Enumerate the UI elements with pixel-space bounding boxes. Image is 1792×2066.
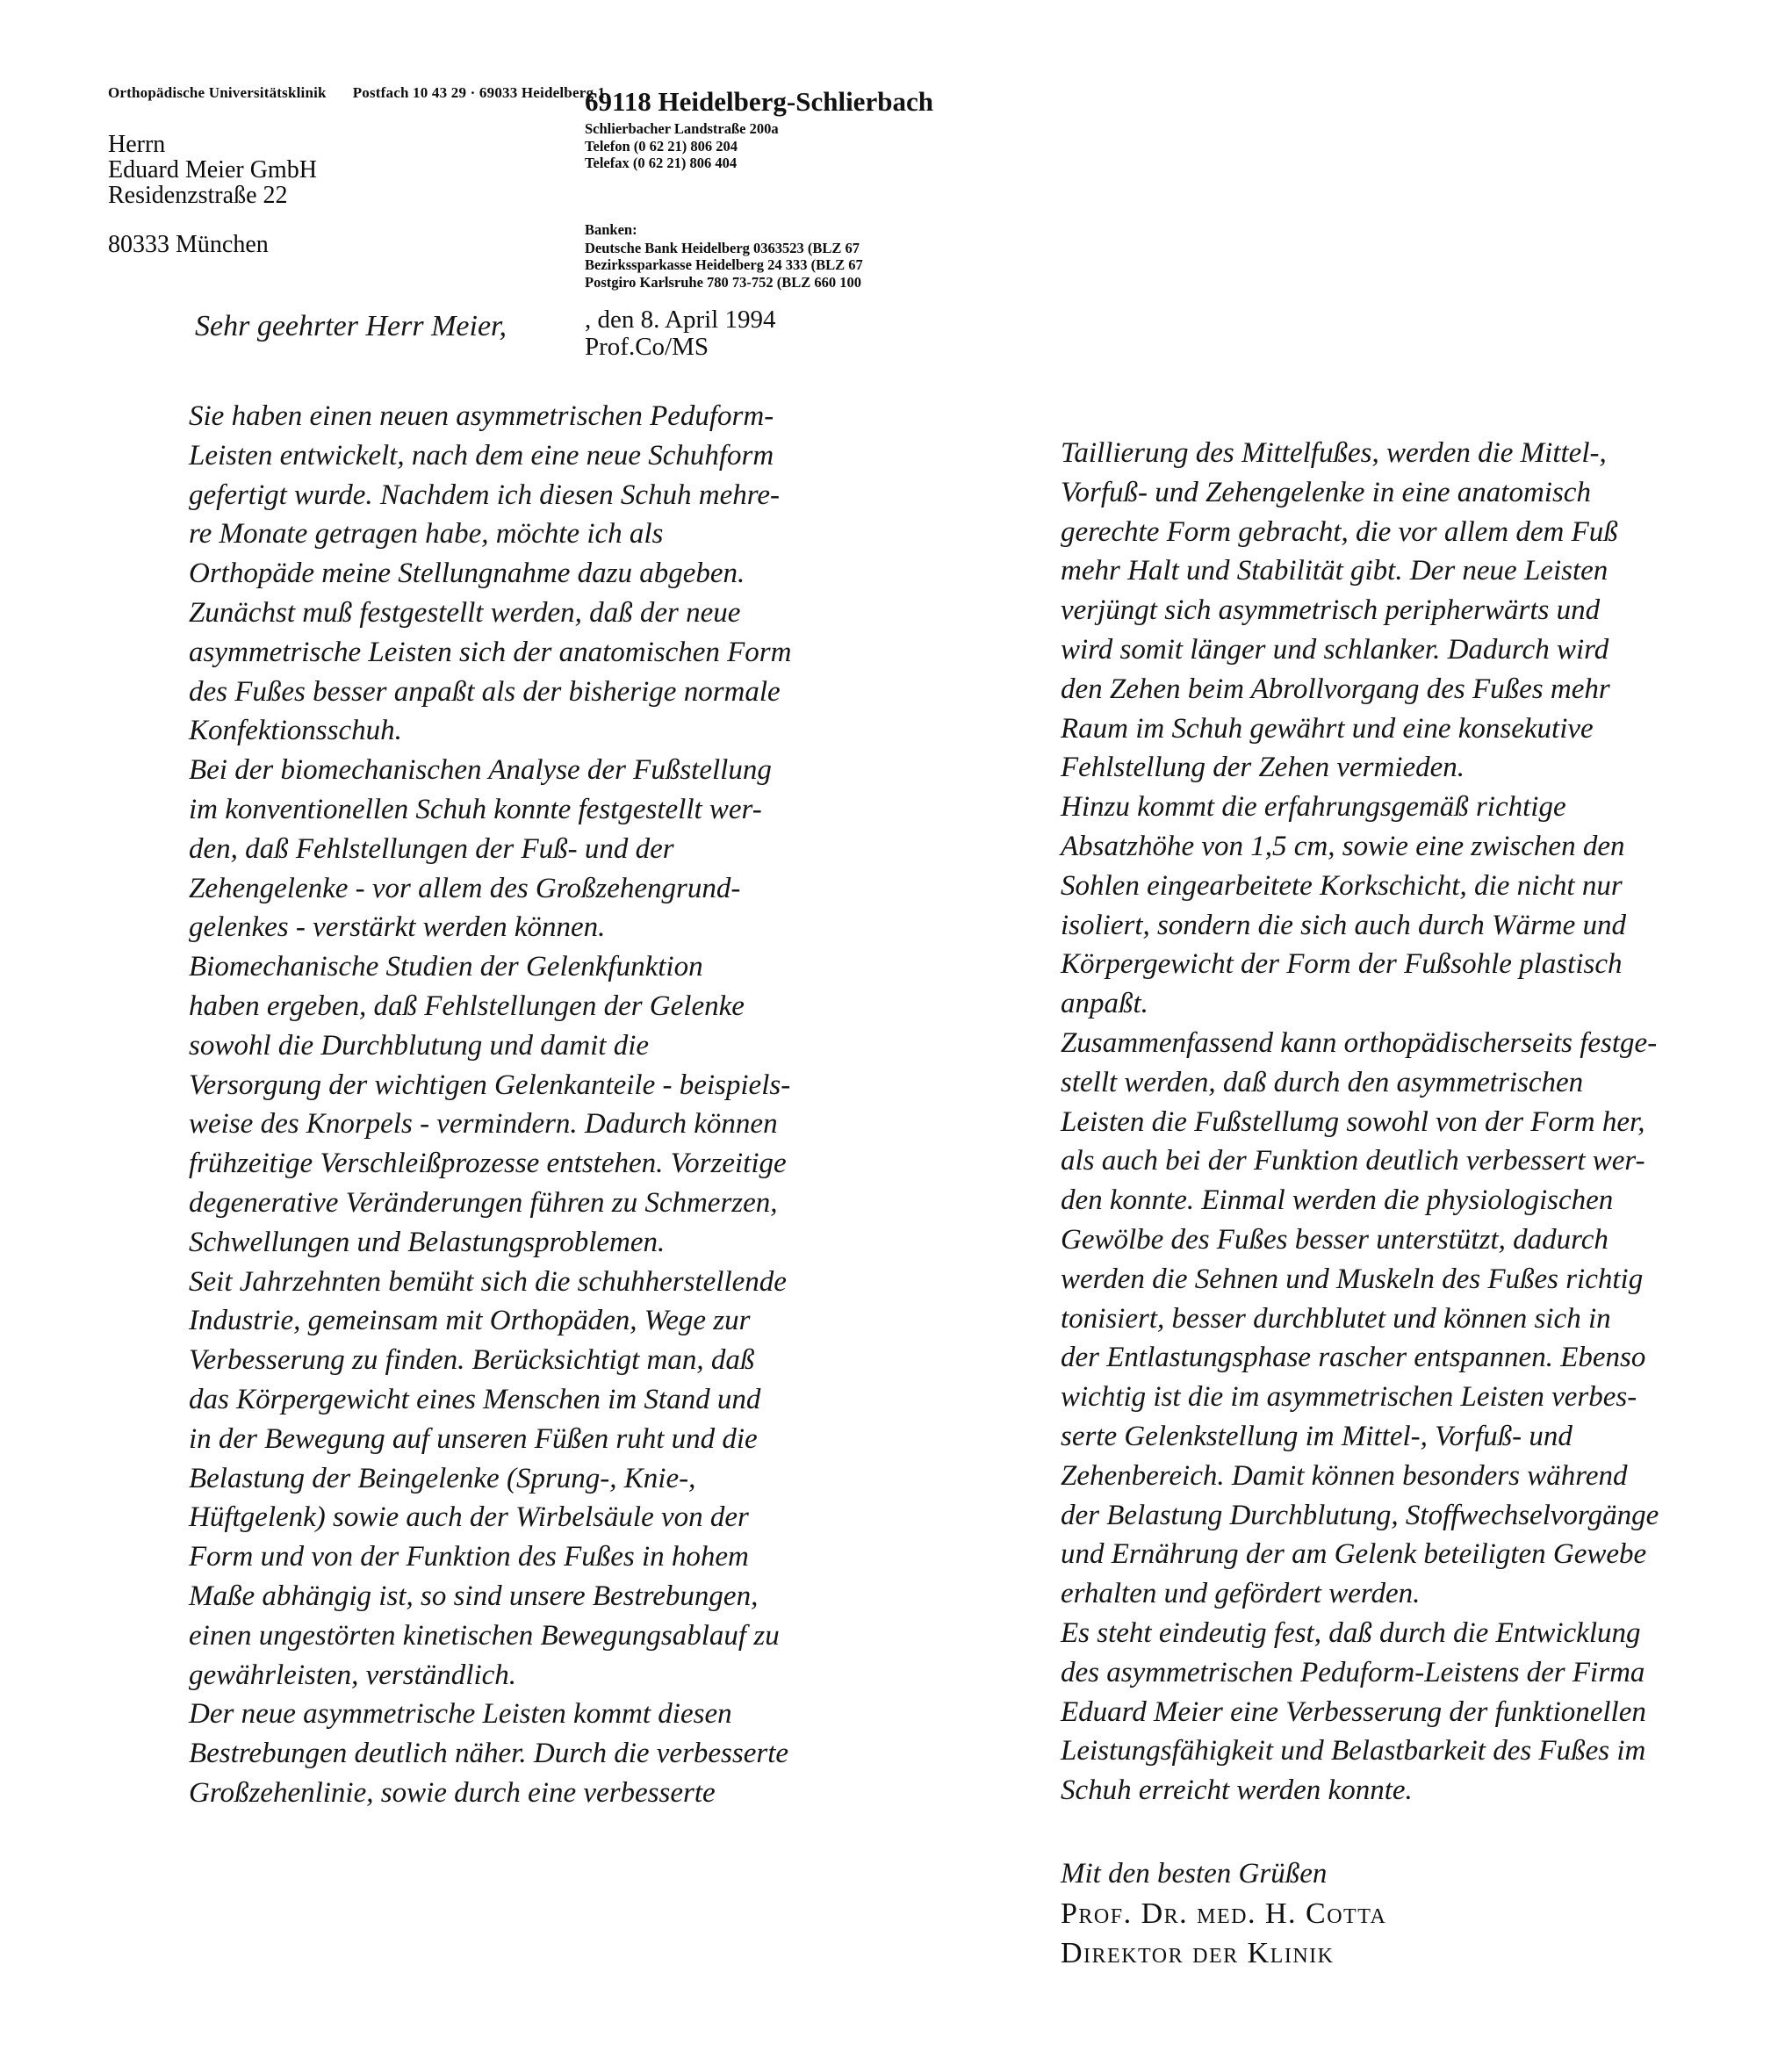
signature-block: [1061, 1854, 1386, 1973]
text-line: mehr Halt und Stabilität gibt. Der neue Leisten: [1061, 555, 1608, 587]
text-line: Absatzhöhe von 1,5 cm, sowie eine zwischen den: [1061, 830, 1625, 862]
text-line: wichtig ist die im asymmetrischen Leisten verbes-: [1061, 1381, 1637, 1414]
text-line: der Entlastungsphase rascher entspannen. Ebenso: [1061, 1342, 1646, 1374]
text-line: gerechte Form gebracht, die vor allem dem Fuß: [1061, 515, 1618, 548]
recipient-address: [108, 132, 317, 257]
text-line: Vorfuß- und Zehengelenke in eine anatomisch: [1061, 476, 1591, 508]
body-column-right: [1061, 434, 1728, 1810]
recipient-lines: [108, 132, 317, 208]
text-line: Seit Jahrzehnten bemüht sich die schuhherstellende: [189, 1265, 787, 1298]
text-line: gewährleisten, verständlich.: [189, 1659, 517, 1691]
clinic-address-block: [585, 87, 933, 172]
text-line: und Ernährung der am Gelenk beteiligten Gewebe: [1061, 1538, 1647, 1571]
text-line: tonisiert, besser durchblutet und können sich in: [1061, 1302, 1611, 1335]
text-line: Leisten entwickelt, nach dem eine neue Schuhform: [189, 439, 774, 472]
text-line: Schuh erreicht werden konnte.: [1061, 1774, 1413, 1807]
text-line: Konfektionsschuh.: [189, 715, 402, 747]
date-reference-block: [585, 306, 776, 361]
text-line: isoliert, sondern die sich auch durch Wärme und: [1061, 909, 1627, 941]
text-line: Leistungsfähigkeit und Belastbarkeit des Fußes im: [1061, 1735, 1646, 1767]
text-line: Herrn: [108, 131, 166, 158]
text-line: als auch bei der Funktion deutlich verbessert wer-: [1061, 1145, 1645, 1177]
text-line: Taillierung des Mittelfußes, werden die Mittel-,: [1061, 437, 1607, 469]
text-line: wird somit länger und schlanker. Dadurch wird: [1061, 633, 1609, 666]
text-line: Großzehenlinie, sowie durch eine verbesserte: [189, 1776, 716, 1809]
text-line: Fehlstellung der Zehen vermieden.: [1061, 752, 1465, 784]
text-line: Hinzu kommt die erfahrungsgemäß richtige: [1061, 791, 1566, 824]
text-line: der Belastung Durchblutung, Stoffwechselvorgänge: [1061, 1499, 1659, 1531]
text-line: Raum im Schuh gewährt und eine konsekutive: [1061, 712, 1594, 745]
sender-clinic-name: Orthopädische Universitätsklinik: [108, 84, 327, 101]
clinic-contact-lines: [585, 120, 933, 172]
text-line: anpaßt.: [1061, 988, 1148, 1020]
text-line: Bezirkssparkasse Heidelberg 24 333 (BLZ 67: [585, 256, 863, 273]
text-line: Sohlen eingearbeitete Korkschicht, die nicht nur: [1061, 869, 1623, 902]
text-line: Eduard Meier eine Verbesserung der funktionellen: [1061, 1695, 1646, 1728]
text-line: Residenzstraße 22: [108, 182, 288, 209]
text-line: Zusammenfassend kann orthopädischerseits festge-: [1061, 1026, 1658, 1059]
text-line: Verbesserung zu finden. Berücksichtigt man, daß: [189, 1344, 755, 1377]
text-line: den, daß Fehlstellungen der Fuß- und der: [189, 832, 674, 865]
text-line: Belastung der Beingelenke (Sprung-, Knie-,: [189, 1462, 696, 1494]
text-line: Telefon (0 62 21) 806 204: [585, 137, 738, 155]
text-line: das Körpergewicht eines Menschen im Stand und: [189, 1383, 761, 1415]
text-line: gefertigt wurde. Nachdem ich diesen Schuh mehre-: [189, 479, 780, 511]
text-line: gelenkes - verstärkt werden können.: [189, 911, 606, 944]
salutation: Sehr geehrter Herr Meier,: [195, 310, 507, 342]
text-line: Der neue asymmetrische Leisten kommt diesen: [189, 1698, 732, 1731]
text-line: Form und von der Funktion des Fußes in hohem: [189, 1541, 749, 1573]
text-line: Zunächst muß festgestellt werden, daß der neue: [189, 596, 741, 629]
clinic-city: 69118 Heidelberg-Schlierbach: [585, 86, 933, 117]
text-line: Schlierbacher Landstraße 200a: [585, 120, 779, 137]
signer-title: Direktor der Klinik: [1061, 1937, 1335, 1969]
text-line: re Monate getragen habe, möchte ich als: [189, 518, 664, 551]
text-line: des asymmetrischen Peduform-Leistens der Firma: [1061, 1656, 1645, 1688]
signer-name: Prof. Dr. med. H. Cotta: [1061, 1897, 1387, 1930]
text-line: Biomechanische Studien der Gelenkfunktion: [189, 951, 703, 983]
sender-postfach: Postfach 10 43 29 · 69033 Heidelberg 1: [352, 84, 606, 101]
recipient-city: 80333 München: [108, 231, 269, 258]
text-line: den konnte. Einmal werden die physiologischen: [1061, 1184, 1614, 1217]
text-line: Postgiro Karlsruhe 780 73-752 (BLZ 660 100: [585, 273, 862, 291]
reference-line: Prof.Co/MS: [585, 333, 709, 361]
text-line: Maße abhängig ist, so sind unsere Bestrebungen,: [189, 1580, 759, 1612]
text-line: Leisten die Fußstellumg sowohl von der Form her,: [1061, 1105, 1645, 1138]
sender-return-address: [108, 84, 605, 102]
text-line: den Zehen beim Abrollvorgang des Fußes mehr: [1061, 673, 1610, 705]
bank-details-block: [585, 221, 863, 291]
text-line: Industrie, gemeinsam mit Orthopäden, Wege zur: [189, 1305, 751, 1337]
text-line: des Fußes besser anpaßt als der bisherige normale: [189, 675, 781, 708]
text-line: erhalten und gefördert werden.: [1061, 1578, 1421, 1610]
text-line: haben ergeben, daß Fehlstellungen der Gelenke: [189, 990, 745, 1022]
text-line: weise des Knorpels - vermindern. Dadurch können: [189, 1108, 778, 1141]
text-line: Zehenbereich. Damit können besonders während: [1061, 1459, 1628, 1492]
text-line: Bestrebungen deutlich näher. Durch die verbesserte: [189, 1738, 789, 1770]
text-line: Zehengelenke - vor allem des Großzehengrund-: [189, 872, 741, 904]
text-line: Eduard Meier GmbH: [108, 156, 317, 184]
text-line: Telefax (0 62 21) 806 404: [585, 155, 738, 171]
body-column-left: [189, 397, 846, 1813]
text-line: in der Bewegung auf unseren Füßen ruht und die: [189, 1422, 758, 1455]
date-line: , den 8. April 1994: [585, 306, 776, 334]
text-line: werden die Sehnen und Muskeln des Fußes richtig: [1061, 1263, 1644, 1295]
text-line: Es steht eindeutig fest, daß durch die Entwicklung: [1061, 1616, 1641, 1649]
text-line: Bei der biomechanischen Analyse der Fußstellung: [189, 754, 772, 787]
closing-greeting: Mit den besten Grüßen: [1061, 1858, 1328, 1890]
text-line: Gewölbe des Fußes besser unterstützt, dadurch: [1061, 1223, 1608, 1256]
text-line: asymmetrische Leisten sich der anatomischen Form: [189, 636, 792, 668]
text-line: Versorgung der wichtigen Gelenkanteile - beispiels-: [189, 1069, 791, 1101]
text-line: Hüftgelenk) sowie auch der Wirbelsäule von der: [189, 1501, 749, 1534]
text-line: verjüngt sich asymmetrisch peripherwärts und: [1061, 594, 1601, 627]
text-line: im konventionellen Schuh konnte festgestellt wer-: [189, 793, 762, 825]
text-line: serte Gelenkstellung im Mittel-, Vorfuß- und: [1061, 1420, 1572, 1452]
text-line: Schwellungen und Belastungsproblemen.: [189, 1226, 666, 1258]
text-line: frühzeitige Verschleißprozesse entstehen. Vorzeitige: [189, 1148, 787, 1180]
text-line: Körpergewicht der Form der Fußsohle plastisch: [1061, 948, 1623, 981]
text-line: Sie haben einen neuen asymmetrischen Peduform-: [189, 400, 774, 432]
text-line: sowohl die Durchblutung und damit die: [189, 1029, 650, 1062]
text-line: einen ungestörten kinetischen Bewegungsablauf zu: [189, 1619, 780, 1652]
text-line: Deutsche Bank Heidelberg 0363523 (BLZ 67: [585, 239, 860, 256]
bank-lines: [585, 240, 863, 292]
text-line: degenerative Veränderungen führen zu Schmerzen,: [189, 1186, 778, 1219]
text-line: stellt werden, daß durch den asymmetrischen: [1061, 1066, 1584, 1098]
banks-heading: Banken:: [585, 221, 637, 238]
text-line: Orthopäde meine Stellungnahme dazu abgeben.: [189, 558, 745, 590]
